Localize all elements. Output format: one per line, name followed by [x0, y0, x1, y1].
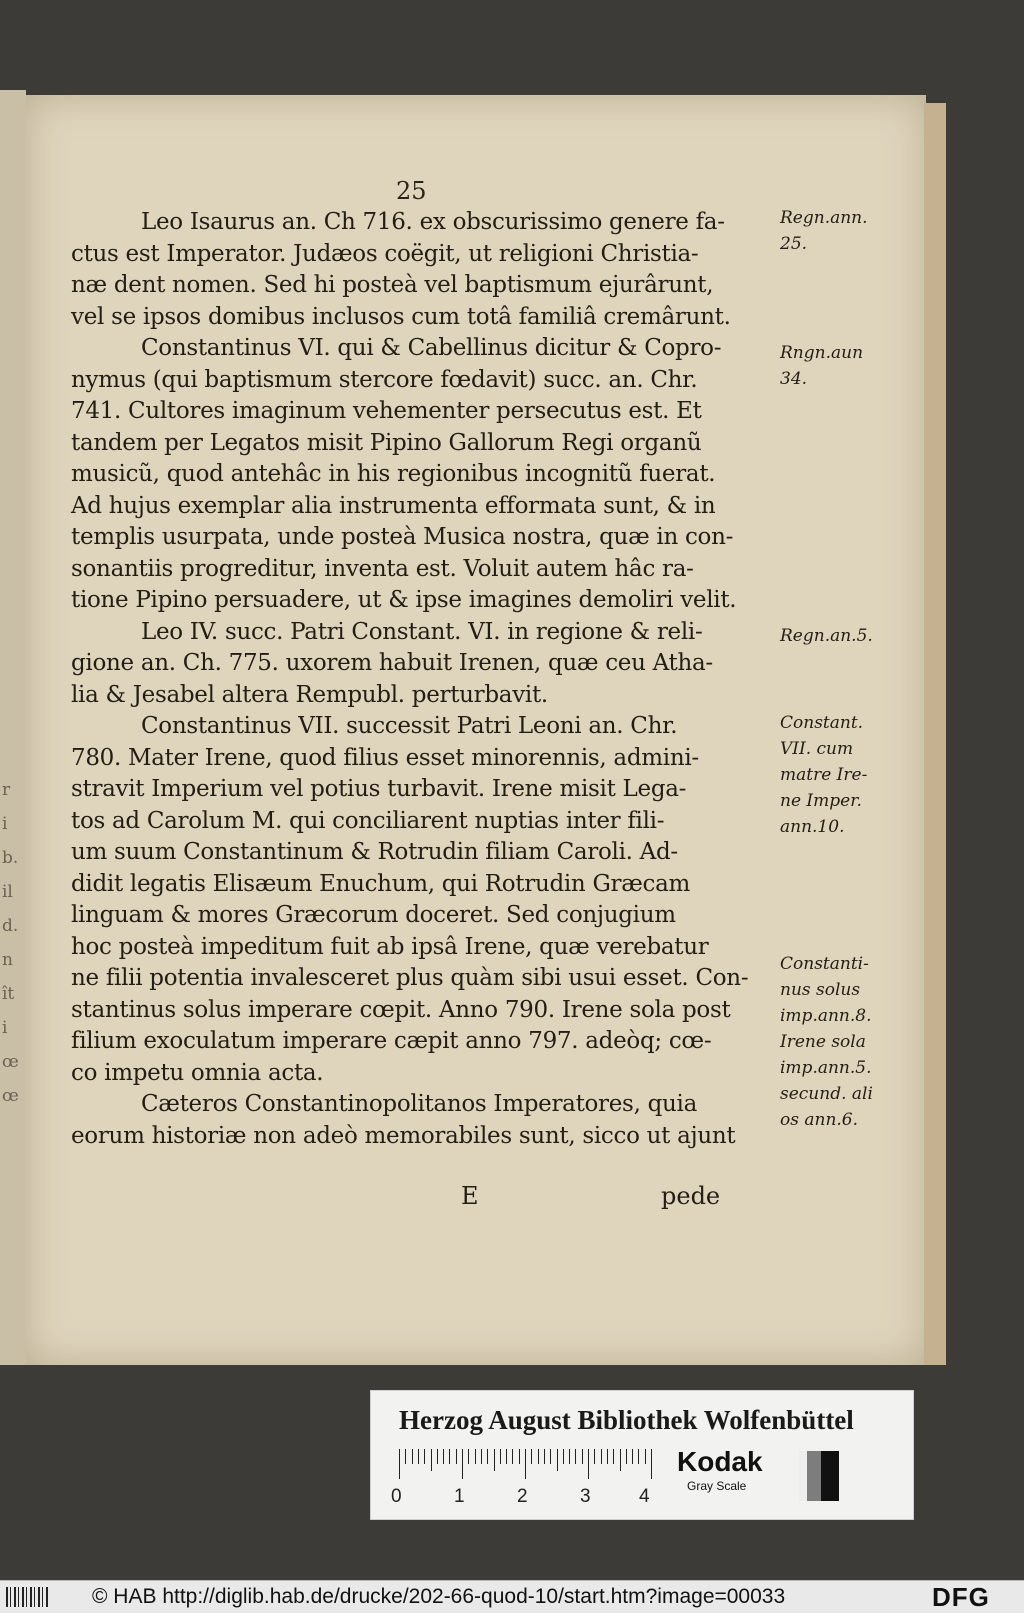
text-line: Leo IV. succ. Patri Constant. VI. in regione & reli-: [141, 618, 703, 645]
text-line: hoc posteà impeditum fuit ab ipsâ Irene, quæ verebatur: [71, 933, 709, 960]
ruler-tick: [399, 1449, 400, 1479]
kodak-logo: Kodak: [677, 1446, 763, 1477]
text-line: vel se ipsos domibus inclusos cum totâ familiâ cremârunt.: [71, 303, 731, 330]
barcode-icon: [6, 1587, 48, 1607]
text-line: stantinus solus imperare cœpit. Anno 790. Irene sola post: [71, 996, 731, 1023]
page-number: 25: [396, 177, 427, 205]
ruler-tick: [538, 1449, 539, 1464]
dfg-logo: DFG: [932, 1582, 990, 1612]
ruler-tick: [506, 1449, 507, 1464]
ruler-tick: [481, 1449, 482, 1464]
margin-note-line: Constant.: [780, 713, 864, 733]
margin-note-line: VII. cum: [780, 739, 854, 759]
ruler-tick: [405, 1449, 406, 1464]
ruler-tick: [575, 1449, 576, 1464]
text-line: um suum Constantinum & Rotrudin filiam Caroli. Ad-: [71, 839, 678, 865]
ruler-tick: [437, 1449, 438, 1464]
text-line: musicũ, quod antehâc in his regionibus incognitũ fuerat.: [71, 461, 716, 487]
left-page-fragment: œ: [2, 1086, 19, 1106]
page-edge: [924, 103, 946, 1365]
margin-note-line: os ann.6.: [780, 1110, 859, 1130]
ruler-tick: [424, 1449, 425, 1464]
text-line: næ dent nomen. Sed hi posteà vel baptismum ejurârunt,: [71, 272, 714, 298]
text-line: gione an. Ch. 775. uxorem habuit Irenen, quæ ceu Atha-: [71, 650, 713, 676]
ruler-label: 0: [391, 1486, 402, 1507]
ruler-tick: [613, 1449, 614, 1464]
text-line: sonantiis progreditur, inventa est. Voluit autem hâc ra-: [71, 555, 694, 582]
margin-note-line: Regn.an.5.: [780, 626, 873, 646]
text-line: stravit Imperium vel potius turbavit. Irene misit Lega-: [71, 776, 687, 802]
library-name: Herzog August Bibliothek Wolfenbüttel: [399, 1405, 854, 1435]
ruler-tick: [588, 1449, 589, 1479]
ruler-tick: [601, 1449, 602, 1464]
margin-note-regn-25: [780, 205, 868, 257]
ruler-tick: [456, 1449, 457, 1464]
text-line: Constantinus VII. successit Patri Leoni an. Chr.: [141, 713, 678, 739]
text-line: eorum historiæ non adeò memorabiles sunt, sicco ut ajunt: [71, 1122, 736, 1149]
margin-note-line: Rngn.aun: [780, 343, 864, 363]
ruler-label: 1: [454, 1486, 465, 1507]
text-line: ne filii potentia invalesceret plus quàm sibi usui esset. Con-: [71, 965, 749, 991]
ruler-tick: [449, 1449, 450, 1464]
margin-note-line: Constanti-: [780, 954, 869, 974]
ruler-tick: [494, 1449, 495, 1471]
ruler-tick: [544, 1449, 545, 1464]
left-page-fragment: i: [2, 1018, 8, 1038]
margin-note-constantinus-vii: [780, 710, 867, 840]
text-line: Constantinus VI. qui & Cabellinus dicitur & Copro-: [141, 335, 722, 361]
ruler-tick: [531, 1449, 532, 1464]
ruler-tick: [500, 1449, 501, 1464]
margin-note-line: nus solus: [780, 980, 861, 1000]
catchword: pede: [661, 1182, 721, 1210]
text-line: Leo Isaurus an. Ch 716. ex obscurissimo genere fa-: [141, 209, 725, 235]
left-page-fragment: r: [2, 780, 11, 800]
ruler-tick: [557, 1449, 558, 1471]
ruler-tick: [563, 1449, 564, 1464]
margin-note-line: ne Imper.: [780, 791, 862, 811]
scale-ruler: [399, 1449, 659, 1479]
source-link[interactable]: © HAB http://diglib.hab.de/drucke/202-66-quod-10/start.htm?image=00033: [92, 1585, 786, 1608]
ruler-tick: [475, 1449, 476, 1464]
margin-note-line: 25.: [780, 234, 808, 254]
ruler-tick: [462, 1449, 463, 1479]
margin-note-line: Irene sola: [780, 1032, 866, 1052]
ruler-tick: [645, 1449, 646, 1464]
ruler-tick: [594, 1449, 595, 1464]
left-page-fragment: ît: [2, 984, 15, 1004]
text-line: templis usurpata, unde posteà Musica nostra, quæ in con-: [71, 524, 734, 550]
left-page-fragment: n: [2, 950, 13, 970]
text-line: 741. Cultores imaginum vehementer persecutus est. Et: [71, 398, 702, 424]
left-page-fragment: œ: [2, 1052, 19, 1072]
margin-note-line: Regn.ann.: [780, 208, 868, 228]
margin-note-line: matre Ire-: [780, 765, 868, 785]
ruler-tick: [487, 1449, 488, 1464]
margin-note-line: imp.ann.8.: [780, 1006, 872, 1026]
text-line: nymus (qui baptismum stercore fœdavit) succ. an. Chr.: [71, 366, 698, 393]
ruler-tick: [418, 1449, 419, 1464]
ruler-label: 4: [639, 1486, 650, 1507]
text-line: ctus est Imperator. Judæos coëgit, ut religioni Christia-: [71, 240, 699, 267]
color-reference-card: [370, 1390, 914, 1520]
text-line: Cæteros Constantinopolitanos Imperatores, quia: [141, 1091, 697, 1117]
text-line: 780. Mater Irene, quod filius esset minorennis, admini-: [71, 744, 699, 771]
margin-note-regn-34: [780, 340, 863, 392]
book-page: [26, 95, 926, 1365]
ruler-tick: [626, 1449, 627, 1464]
text-line: co impetu omnia acta.: [71, 1059, 324, 1086]
ruler-tick: [431, 1449, 432, 1471]
margin-note-line: ann.10.: [780, 817, 845, 837]
margin-note-regn-5: [780, 623, 873, 649]
left-page-fragment: b.: [2, 848, 19, 868]
left-page-fragment: i: [2, 814, 8, 834]
ruler-tick: [443, 1449, 444, 1464]
gray-scale-swatch: [799, 1451, 839, 1501]
footer-bar: [0, 1580, 1024, 1613]
text-line: linguam & mores Græcorum doceret. Sed conjugium: [71, 902, 676, 928]
text-line: filium exoculatum imperare cæpit anno 797. adeòq; cœ-: [71, 1028, 712, 1054]
ruler-tick: [607, 1449, 608, 1464]
text-line: tandem per Legatos misit Pipino Gallorum Regi organũ: [71, 429, 702, 456]
ruler-tick: [468, 1449, 469, 1464]
ruler-tick: [550, 1449, 551, 1464]
signature-mark: E: [461, 1182, 479, 1210]
margin-note-line: secund. ali: [780, 1084, 873, 1104]
margin-note-line: 34.: [780, 369, 808, 389]
left-page-fragment: il: [2, 882, 13, 902]
text-line: didit legatis Elisæum Enuchum, qui Rotrudin Græcam: [71, 870, 691, 897]
ruler-tick: [651, 1449, 652, 1479]
left-page-edge: [0, 90, 26, 1365]
ruler-tick: [638, 1449, 639, 1464]
ruler-label: 3: [580, 1486, 591, 1507]
page-text: [71, 207, 771, 1152]
ruler-tick: [620, 1449, 621, 1471]
margin-note-line: imp.ann.5.: [780, 1058, 872, 1078]
ruler-tick: [512, 1449, 513, 1464]
text-line: tos ad Carolum M. qui conciliarent nuptias inter fili-: [71, 807, 665, 834]
ruler-tick: [582, 1449, 583, 1464]
ruler-tick: [519, 1449, 520, 1464]
kodak-subtitle: Gray Scale: [687, 1479, 747, 1493]
ruler-label: 2: [517, 1486, 528, 1507]
text-line: tione Pipino persuadere, ut & ipse imagines demoliri velit.: [71, 587, 737, 613]
text-line: Ad hujus exemplar alia instrumenta efformata sunt, & in: [71, 492, 716, 519]
margin-note-constantinus-solus: [780, 951, 873, 1133]
ruler-tick: [632, 1449, 633, 1464]
left-page-fragment: d.: [2, 916, 19, 936]
ruler-tick: [412, 1449, 413, 1464]
ruler-tick: [525, 1449, 526, 1479]
ruler-tick: [569, 1449, 570, 1464]
text-line: lia & Jesabel altera Rempubl. perturbavit.: [71, 681, 548, 708]
